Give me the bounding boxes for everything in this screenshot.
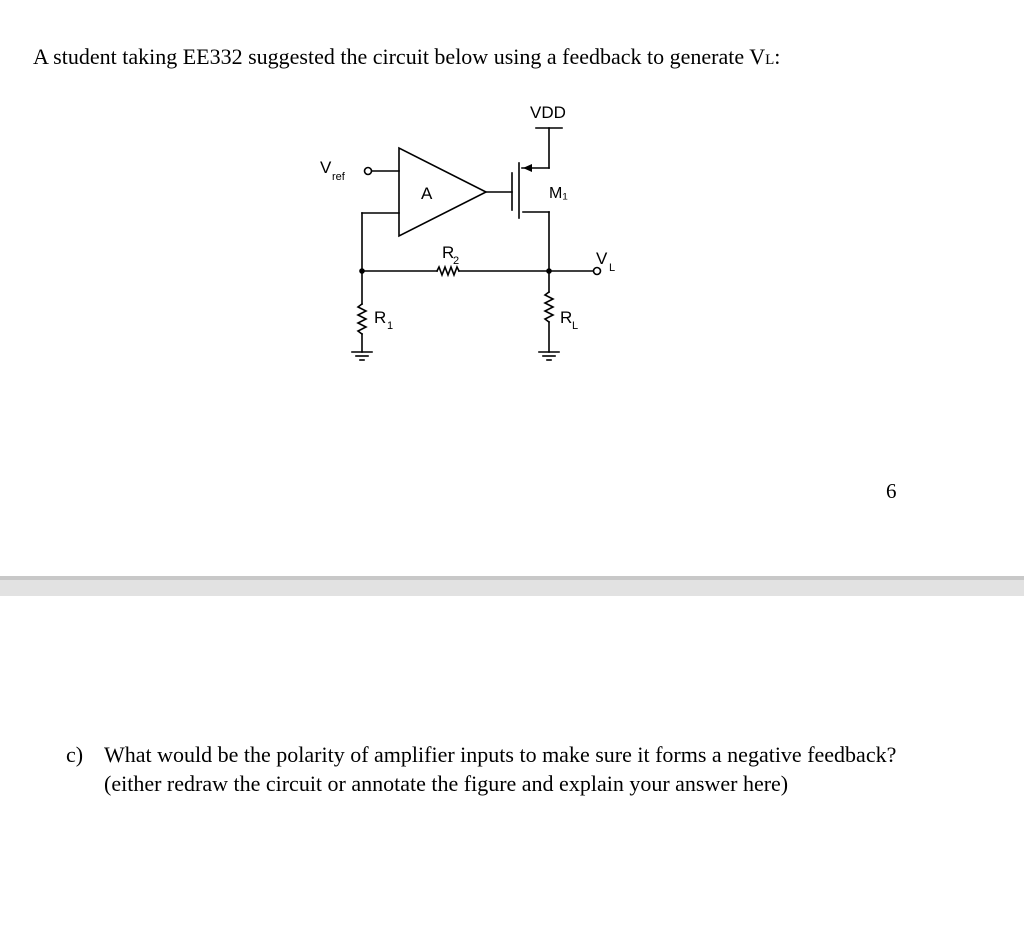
r2-label-sub: 2	[453, 255, 460, 267]
junction-dot-right	[546, 268, 552, 274]
question-text: What would be the polarity of amplifier inputs to make sure it forms a negative feedback? (either redraw the circuit or annotate the figure and explain your answer here)	[104, 742, 897, 796]
intro-text: A student taking EE332 suggested the circuit below using a feedback to generate V	[33, 44, 766, 69]
r2-label: R	[442, 243, 455, 262]
question-letter: c)	[66, 742, 84, 767]
r1-ground-icon	[352, 352, 372, 360]
intro-colon: :	[774, 44, 781, 69]
r1-resistor-icon	[358, 304, 366, 334]
r1-label: R	[374, 308, 387, 327]
vl-label-sub: L	[609, 262, 616, 274]
amplifier-triangle-icon	[399, 148, 486, 236]
page-number: 6	[886, 479, 897, 503]
page-divider	[0, 576, 1024, 596]
junction-dot-left	[359, 268, 365, 274]
r1-label-sub: 1	[387, 320, 394, 332]
rl-label: R	[560, 308, 573, 327]
vref-label: V	[320, 158, 332, 177]
vl-label: V	[596, 249, 608, 268]
rl-resistor-icon	[545, 292, 553, 322]
intro-subscript: L	[765, 52, 775, 68]
vl-terminal-icon	[594, 268, 601, 275]
rl-ground-icon	[539, 352, 559, 360]
rl-label-sub: L	[572, 320, 579, 332]
vref-terminal-icon	[365, 168, 372, 175]
vdd-label: VDD	[530, 103, 566, 122]
pmos-transistor-icon	[512, 163, 549, 218]
transistor-label: M₁	[549, 185, 568, 202]
r2-resistor-icon	[437, 267, 459, 275]
amplifier-label: A	[421, 184, 433, 203]
vref-label-sub: ref	[332, 171, 345, 183]
